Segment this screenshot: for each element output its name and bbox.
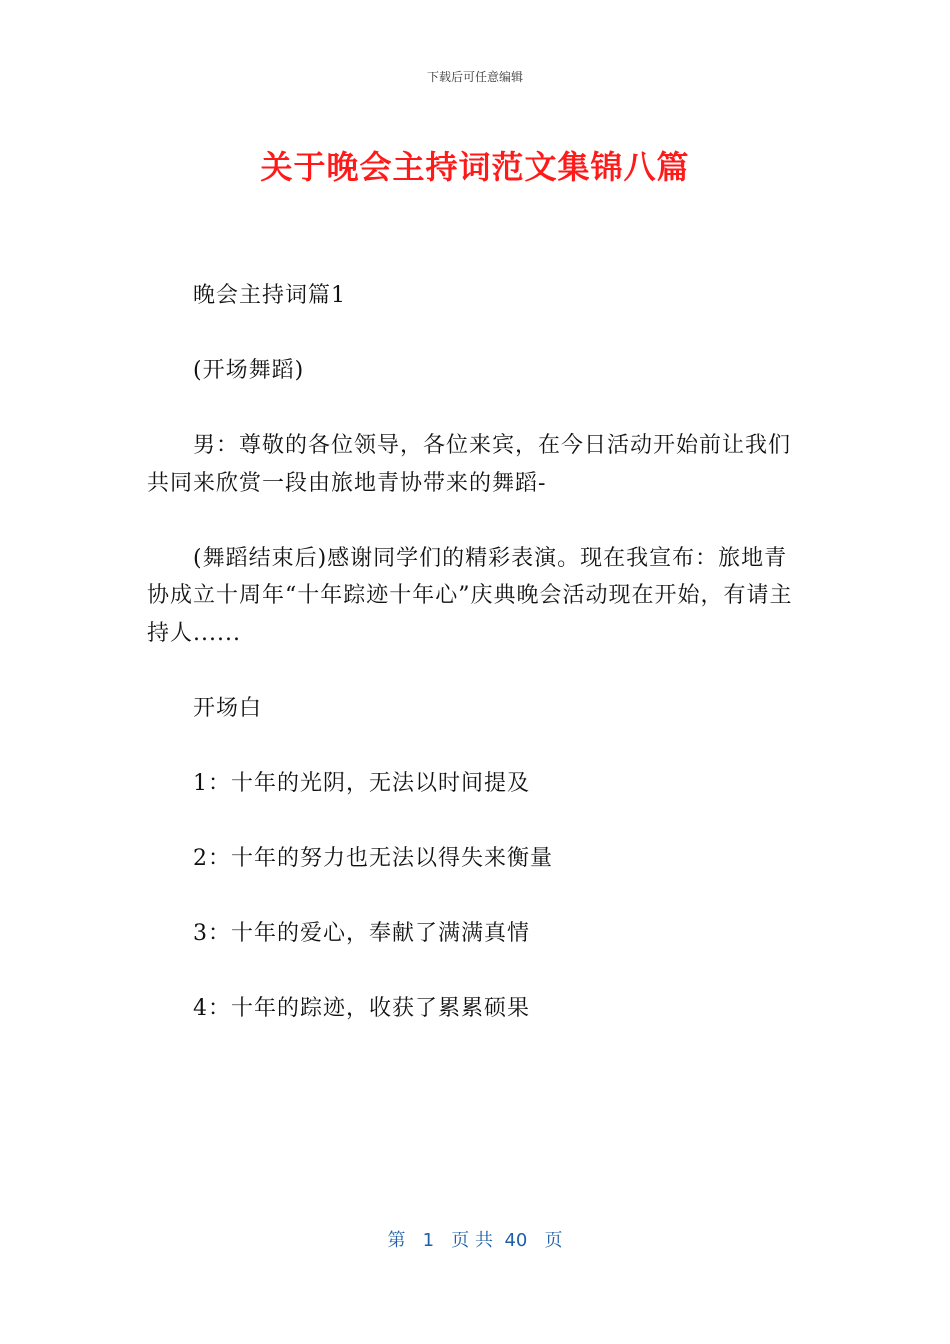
paragraph-2: (开场舞蹈) bbox=[193, 358, 305, 383]
paragraph-9: 4：十年的踪迹，收获了累累硕果 bbox=[193, 995, 530, 1021]
paragraph-4: (舞蹈结束后)感谢同学们的精彩表演。现在我宣布：旅地青协成立十周年“十年踪迹十年心”庆典晚会活动现在开始，有请主持人...... bbox=[147, 545, 793, 646]
footer-current-page: 1 bbox=[422, 1230, 435, 1251]
document-body bbox=[147, 277, 802, 1065]
paragraph-5: 开场白 bbox=[193, 695, 263, 721]
page-footer bbox=[0, 1226, 950, 1252]
header-note: 下载后可任意编辑 bbox=[426, 70, 523, 84]
footer-prefix: 第 bbox=[387, 1230, 406, 1251]
footer-total-pages: 40 bbox=[504, 1230, 528, 1251]
footer-mid: 页 共 bbox=[451, 1230, 493, 1251]
document-title: 关于晚会主持词范文集锦八篇 bbox=[260, 148, 690, 186]
footer-suffix: 页 bbox=[544, 1230, 563, 1251]
paragraph-3: 男：尊敬的各位领导，各位来宾，在今日活动开始前让我们共同来欣赏一段由旅地青协带来的舞蹈- bbox=[147, 433, 792, 496]
paragraph-8: 3：十年的爱心，奉献了满满真情 bbox=[193, 920, 530, 946]
paragraph-6: 1：十年的光阴，无法以时间提及 bbox=[193, 770, 530, 796]
paragraph-7: 2：十年的努力也无法以得失来衡量 bbox=[193, 845, 553, 871]
paragraph-1: 晚会主持词篇1 bbox=[193, 283, 346, 308]
